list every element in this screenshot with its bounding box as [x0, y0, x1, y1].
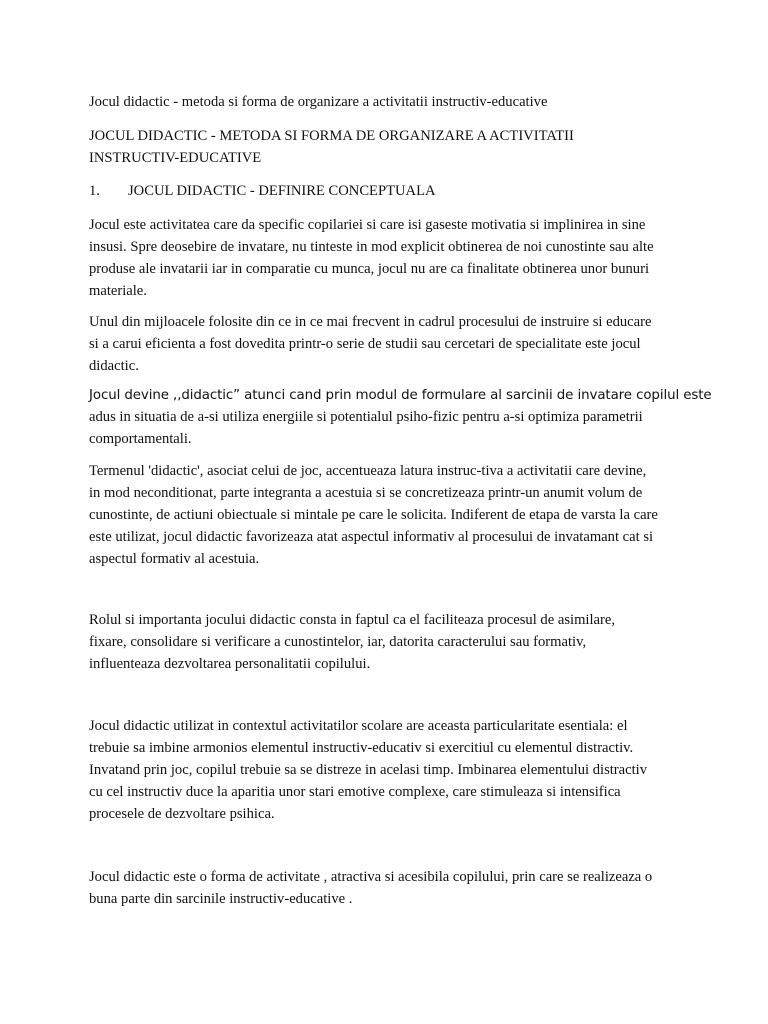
paragraph-4-line-2: in mod neconditionat, parte integranta a acestuia si se concretizeaza printr-un anumit volum de: [89, 485, 643, 501]
paragraph-2-line-3: didactic.: [89, 358, 139, 374]
paragraph-2-line-1: Unul din mijloacele folosite din ce in ce mai frecvent in cadrul procesului de instruire si educare: [89, 314, 652, 330]
document-title-line: Jocul didactic - metoda si forma de organizare a activitatii instructiv-educative: [89, 94, 548, 110]
paragraph-1-line-3: produse ale invatarii iar in comparatie cu munca, jocul nu are ca finalitate obtinerea unor bunuri: [89, 261, 650, 277]
section-title: JOCUL DIDACTIC - DEFINIRE CONCEPTUALA: [128, 183, 436, 199]
paragraph-3-line-2: adus in situatia de a-si utiliza energiile si potentialul psiho-fizic pentru a-si optimiza parametrii: [89, 409, 643, 425]
section-number: 1.: [89, 183, 100, 199]
paragraph-4-line-3: cunostinte, de actiuni obiectuale si mintale pe care le solicita. Indiferent de etapa de varsta la care: [89, 507, 658, 523]
paragraph-1-line-1: Jocul este activitatea care da specific copilariei si care isi gaseste motivatia si implinirea in sine: [89, 217, 646, 233]
paragraph-3-line-3: comportamentali.: [89, 431, 192, 447]
paragraph-3-line-1: Jocul devine ,,didactic” atunci cand prin modul de formulare al sarcinii de invatare copilul este: [89, 388, 712, 403]
paragraph-4-line-1: Termenul 'didactic', asociat celui de joc, accentueaza latura instruc-tiva a activitatii care devine,: [89, 463, 647, 479]
paragraph-6-line-1: Jocul didactic utilizat in contextul activitatilor scolare are aceasta particularitate esentiala: el: [89, 718, 628, 734]
paragraph-2-line-2: si a carui eficienta a fost dovedita printr-o serie de studii sau cercetari de specialitate este jocul: [89, 336, 641, 352]
paragraph-5-line-2: fixare, consolidare si verificare a cunostintelor, iar, datorita caracterului sau formativ,: [89, 634, 587, 650]
paragraph-6-line-4: cu cel instructiv duce la aparitia unor stari emotive complexe, care stimuleaza si intensifica: [89, 784, 621, 800]
paragraph-6-line-5: procesele de dezvoltare psihica.: [89, 806, 275, 822]
paragraph-1-line-2: insusi. Spre deosebire de invatare, nu tinteste in mod explicit obtinerea de noi cunostinte sau alte: [89, 239, 654, 255]
paragraph-6-line-3: Invatand prin joc, copilul trebuie sa se distreze in acelasi timp. Imbinarea elementului distractiv: [89, 762, 648, 778]
main-heading-line-2: INSTRUCTIV-EDUCATIVE: [89, 150, 262, 166]
paragraph-1-line-4: materiale.: [89, 283, 147, 299]
paragraph-6-line-2: trebuie sa imbine armonios elementul instructiv-educativ si exercitiul cu elementul distractiv.: [89, 740, 634, 756]
paragraph-5-line-3: influenteaza dezvoltarea personalitatii copilului.: [89, 656, 371, 672]
paragraph-5-line-1: Rolul si importanta jocului didactic consta in faptul ca el faciliteaza procesul de asimilare,: [89, 612, 615, 628]
paragraph-4-line-4: este utilizat, jocul didactic favorizeaza atat aspectul informativ al procesului de invatamant cat si: [89, 529, 654, 545]
main-heading-line-1: JOCUL DIDACTIC - METODA SI FORMA DE ORGANIZARE A ACTIVITATII: [89, 128, 574, 144]
paragraph-4-line-5: aspectul formativ al acestuia.: [89, 551, 260, 567]
paragraph-7-line-1: Jocul didactic este o forma de activitate , atractiva si acesibila copilului, prin care se realizeaza o: [89, 869, 653, 885]
paragraph-7-line-2: buna parte din sarcinile instructiv-educative .: [89, 891, 353, 907]
